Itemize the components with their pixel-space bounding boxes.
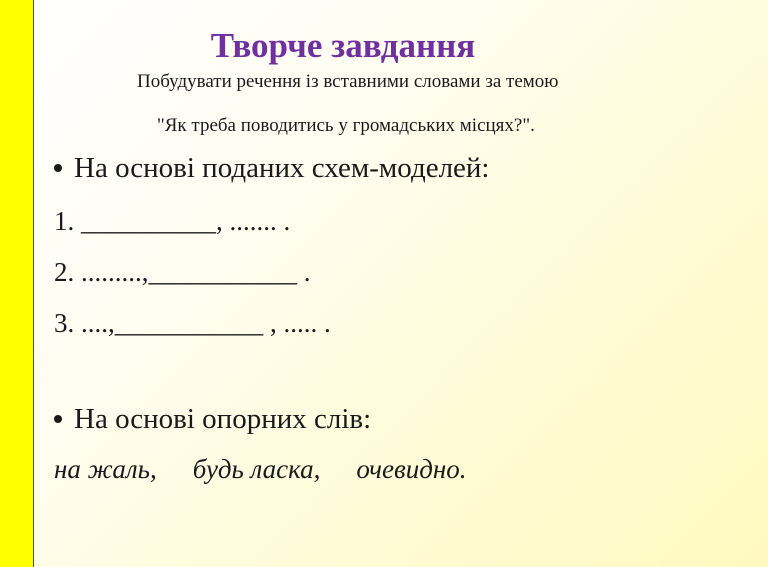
scheme-line-2: 2. .........,___________ . — [54, 257, 311, 287]
section-keywords-label: На основі опорних слів: — [74, 403, 372, 435]
bullet-icon — [54, 415, 62, 423]
section-schemes-heading — [54, 150, 490, 186]
scheme-line-3: 3. ....,___________ , ..... . — [54, 308, 331, 338]
keyword-list — [54, 452, 467, 486]
bullet-icon — [54, 164, 62, 172]
section-keywords-heading — [54, 401, 371, 437]
slide-content — [34, 0, 768, 567]
task-topic: "Як треба поводитись у громадських місцях?". — [157, 115, 535, 136]
slide-title: Творче завдання — [210, 26, 476, 65]
scheme-line-1: 1. __________, ....... . — [54, 206, 291, 236]
yellow-side-bar — [0, 0, 33, 567]
keyword-2: будь ласка, — [192, 454, 321, 484]
task-instruction: Побудувати речення із вставними словами за темою — [137, 71, 559, 92]
section-schemes-label: На основі поданих схем-моделей: — [74, 152, 490, 184]
keyword-1: на жаль, — [54, 454, 157, 484]
keyword-3: очевидно. — [356, 454, 467, 484]
